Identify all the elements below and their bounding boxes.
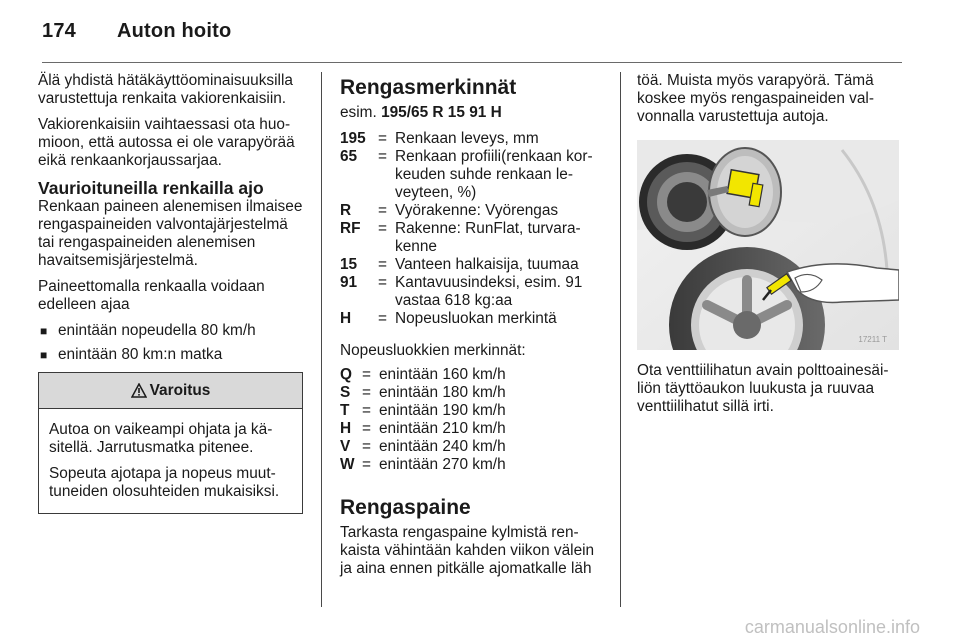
speed-key: T (340, 402, 350, 419)
paragraph-mixing-tyres: Älä yhdistä hätäkäyttöominaisuuksilla varustettuja renkaita vakiorenkaisiin. (38, 72, 293, 107)
header-rule (42, 62, 902, 63)
code-value: Renkaan leveys, mm (395, 130, 539, 147)
column-divider-2 (620, 72, 621, 607)
code-key: 65 (340, 148, 358, 165)
heading-tyre-markings: Rengasmerkinnät (340, 76, 517, 99)
code-key: 15 (340, 256, 358, 273)
speed-key: V (340, 438, 351, 455)
table-row (340, 420, 608, 438)
code-key: 91 (340, 274, 358, 291)
table-row (340, 456, 608, 474)
warning-box (38, 372, 303, 514)
paragraph-pressure-loss: Renkaan paineen alenemisen ilmaisee rengaspaineiden valvontajärjestelmä tai rengaspaineiden alenemisen havaitsemisjärjestelmä. (38, 198, 303, 269)
table-row (340, 256, 608, 274)
speed-equals: = (362, 420, 371, 437)
speed-value: enintään 270 km/h (379, 456, 506, 473)
speed-value: enintään 240 km/h (379, 438, 506, 455)
code-key: RF (340, 220, 361, 237)
code-equals: = (378, 202, 387, 219)
page-header (42, 20, 231, 43)
code-key: H (340, 310, 352, 327)
code-value: Rakenne: RunFlat, turvarakenne (395, 220, 581, 255)
table-row (340, 274, 608, 310)
speed-equals: = (362, 456, 371, 473)
page-number: 174 (42, 20, 76, 42)
speed-key: Q (340, 366, 352, 383)
heading-tyre-pressure: Rengaspaine (340, 496, 471, 519)
code-equals: = (378, 148, 387, 165)
column-divider-1 (321, 72, 322, 607)
code-equals: = (378, 256, 387, 273)
warning-title: Varoitus (149, 381, 211, 399)
list-item (38, 322, 306, 340)
tyre-code-table (340, 130, 608, 328)
code-value: Vanteen halkaisija, tuumaa (395, 256, 579, 273)
table-row (340, 220, 608, 256)
paragraph-pressure-check: Tarkasta rengaspaine kylmistä renkaista vähintään kahden viikon välein ja aina ennen pitkälle ajomatkalle läh (340, 524, 595, 577)
page-title: Auton hoito (117, 20, 232, 42)
list-item (38, 346, 306, 364)
bullet-icon: ■ (40, 324, 48, 338)
speed-value: enintään 190 km/h (379, 402, 506, 419)
column-3 (637, 72, 907, 424)
speed-equals: = (362, 384, 371, 401)
code-key: 195 (340, 130, 366, 147)
code-equals: = (378, 310, 387, 327)
paragraph-standard-tyres: Vakiorenkaisiin vaihtaessasi ota huomioon, että autossa ei ole varapyörää eikä renkaankorjaussarjaa. (38, 116, 295, 169)
speed-classes-intro: Nopeusluokkien merkinnät: (340, 342, 526, 359)
table-row (340, 402, 608, 420)
speed-equals: = (362, 438, 371, 455)
table-row (340, 310, 608, 328)
speed-value: enintään 210 km/h (379, 420, 506, 437)
bullet-icon: ■ (40, 348, 48, 362)
warning-paragraph: Autoa on vaikeampi ohjata ja käsitellä. Jarrutusmatka pitenee. (49, 421, 273, 456)
warning-body (39, 409, 302, 513)
speed-class-table (340, 366, 608, 474)
speed-key: W (340, 456, 355, 473)
speed-equals: = (362, 402, 371, 419)
code-value: Renkaan profiili(renkaan korkeuden suhde renkaan leveyteen, %) (395, 148, 593, 201)
figure-code: 17211 T (858, 335, 887, 344)
code-value: Vyörakenne: Vyörengas (395, 202, 559, 219)
table-row (340, 130, 608, 148)
bullet-text: enintään nopeudella 80 km/h (58, 322, 256, 339)
speed-value: enintään 180 km/h (379, 384, 506, 401)
code-equals: = (378, 274, 387, 291)
watermark: carmanualsonline.info (744, 617, 920, 637)
table-row (340, 202, 608, 220)
valve-key-illustration (637, 140, 899, 350)
code-equals: = (378, 130, 387, 147)
code-key: R (340, 202, 352, 219)
paragraph-spare-wheel: töä. Muista myös varapyörä. Tämä koskee myös rengaspaineiden valvonnalla varustettuja autoja. (637, 72, 874, 125)
speed-key: S (340, 384, 351, 401)
warning-triangle-icon (131, 383, 147, 398)
table-row (340, 148, 608, 202)
paragraph-flat-driving: Paineettomalla renkaalla voidaan edelleen ajaa (38, 278, 265, 313)
example-prefix: esim. (340, 104, 377, 121)
code-value: Kantavuusindeksi, esim. 91 vastaa 618 kg:aa (395, 274, 583, 309)
column-1 (38, 72, 306, 514)
bullet-text: enintään 80 km:n matka (58, 346, 223, 363)
table-row (340, 384, 608, 402)
table-row (340, 438, 608, 456)
example-code: 195/65 R 15 91 H (381, 104, 502, 121)
paragraph-valve-key: Ota venttiilihatun avain polttoainesäiliön täyttöaukon luukusta ja ruuvaa venttiilihatut sillä irti. (637, 362, 889, 415)
heading-damaged-tyres: Vaurioituneilla renkailla ajo (38, 178, 264, 198)
speed-value: enintään 160 km/h (379, 366, 506, 383)
table-row (340, 366, 608, 384)
code-equals: = (378, 220, 387, 237)
code-value: Nopeusluokan merkintä (395, 310, 557, 327)
warning-paragraph: Sopeuta ajotapa ja nopeus muuttuneiden olosuhteiden mukaisiksi. (49, 465, 280, 500)
speed-equals: = (362, 366, 371, 383)
warning-header (39, 373, 302, 409)
speed-key: H (340, 420, 352, 437)
example-line (340, 104, 608, 122)
column-2 (340, 72, 608, 586)
